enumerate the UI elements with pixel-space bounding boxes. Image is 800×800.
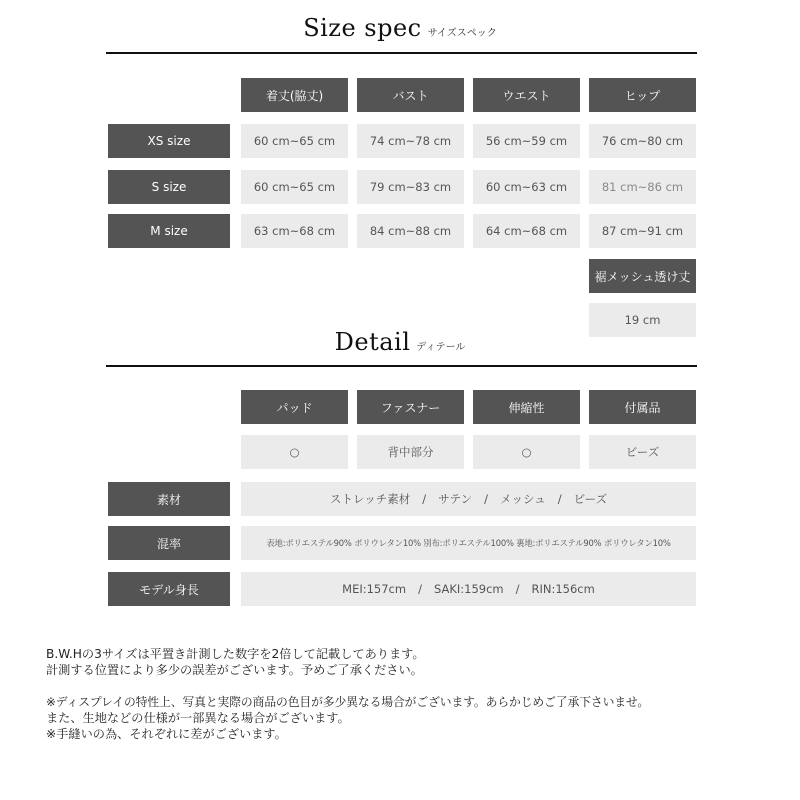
model-separator: / (418, 582, 422, 596)
size-spec-title: Size spec (303, 14, 422, 42)
material-item: ストレッチ素材 (329, 492, 411, 506)
material-separator: / (484, 492, 488, 506)
detail-cell-pad: ○ (241, 435, 348, 469)
model-item: SAKI:159cm (433, 582, 504, 596)
material-separator: / (557, 492, 562, 506)
size-cell-mesh-length: 19 cm (589, 303, 696, 337)
detail-header-pad: パッド (241, 390, 348, 424)
material-separator: / (422, 492, 427, 506)
size-cell: 60 cm~63 cm (473, 170, 580, 204)
size-cell: 79 cm~83 cm (357, 170, 464, 204)
size-cell: 76 cm~80 cm (589, 124, 696, 158)
size-header-bust: バスト (357, 78, 464, 112)
detail-label-blend: 混率 (108, 526, 230, 560)
detail-label-model-height: モデル身長 (108, 572, 230, 606)
size-cell: 56 cm~59 cm (473, 124, 580, 158)
note-line: 計測する位置により多少の誤差がございます。予めご了承ください。 (46, 663, 423, 677)
size-spec-heading (0, 14, 800, 42)
size-cell: 60 cm~65 cm (241, 170, 348, 204)
size-header-hip: ヒップ (589, 78, 696, 112)
detail-cell-zipper: 背中部分 (357, 435, 464, 469)
detail-header-stretch: 伸縮性 (473, 390, 580, 424)
size-cell: 87 cm~91 cm (589, 214, 696, 248)
size-row-label-xs: XS size (108, 124, 230, 158)
detail-model-values (241, 572, 696, 606)
size-header-mesh-length: 裾メッシュ透け丈 (589, 259, 696, 293)
detail-cell-stretch: ○ (473, 435, 580, 469)
detail-heading (0, 328, 800, 356)
size-cell: 60 cm~65 cm (241, 124, 348, 158)
detail-blend-value: 表地:ポリエステル90% ポリウレタン10% 別布:ポリエステル100% 裏地:ポリエステル90% ポリウレタン10% (241, 526, 696, 560)
note-line: B.W.Hの3サイズは平置き計測した数字を2倍して記載してあります。 (46, 647, 425, 661)
model-item: MEI:157cm (342, 582, 407, 596)
size-row-label-s: S size (108, 170, 230, 204)
size-header-length: 着丈(脇丈) (241, 78, 348, 112)
note-line: ※ディスプレイの特性上、写真と実際の商品の色目が多少異なる場合がございます。あらかじめご了承下さいませ。 (46, 695, 650, 709)
size-spec-subtitle: サイズスペック (427, 28, 497, 39)
detail-label-material: 素材 (108, 482, 230, 516)
detail-cell-accessories: ビーズ (589, 435, 696, 469)
material-item: メッシュ (499, 492, 546, 506)
size-cell: 74 cm~78 cm (357, 124, 464, 158)
detail-header-accessories: 付属品 (589, 390, 696, 424)
detail-divider (106, 365, 697, 367)
size-header-waist: ウエスト (473, 78, 580, 112)
size-cell: 63 cm~68 cm (241, 214, 348, 248)
notes-block (46, 646, 786, 742)
detail-title: Detail (334, 328, 411, 356)
material-item: ビーズ (573, 492, 608, 506)
note-line: ※手縫いの為、それぞれに差がございます。 (46, 727, 287, 741)
model-item: RIN:156cm (531, 582, 595, 596)
model-separator: / (515, 582, 520, 596)
size-row-label-m: M size (108, 214, 230, 248)
size-cell: 81 cm~86 cm (589, 170, 696, 204)
detail-header-zipper: ファスナー (357, 390, 464, 424)
size-cell: 64 cm~68 cm (473, 214, 580, 248)
detail-material-values (241, 482, 696, 516)
size-spec-divider (106, 52, 697, 54)
material-item: サテン (438, 492, 473, 506)
size-cell: 84 cm~88 cm (357, 214, 464, 248)
detail-subtitle: ディテール (416, 342, 466, 353)
note-line: また、生地などの仕様が一部異なる場合がございます。 (46, 711, 350, 725)
